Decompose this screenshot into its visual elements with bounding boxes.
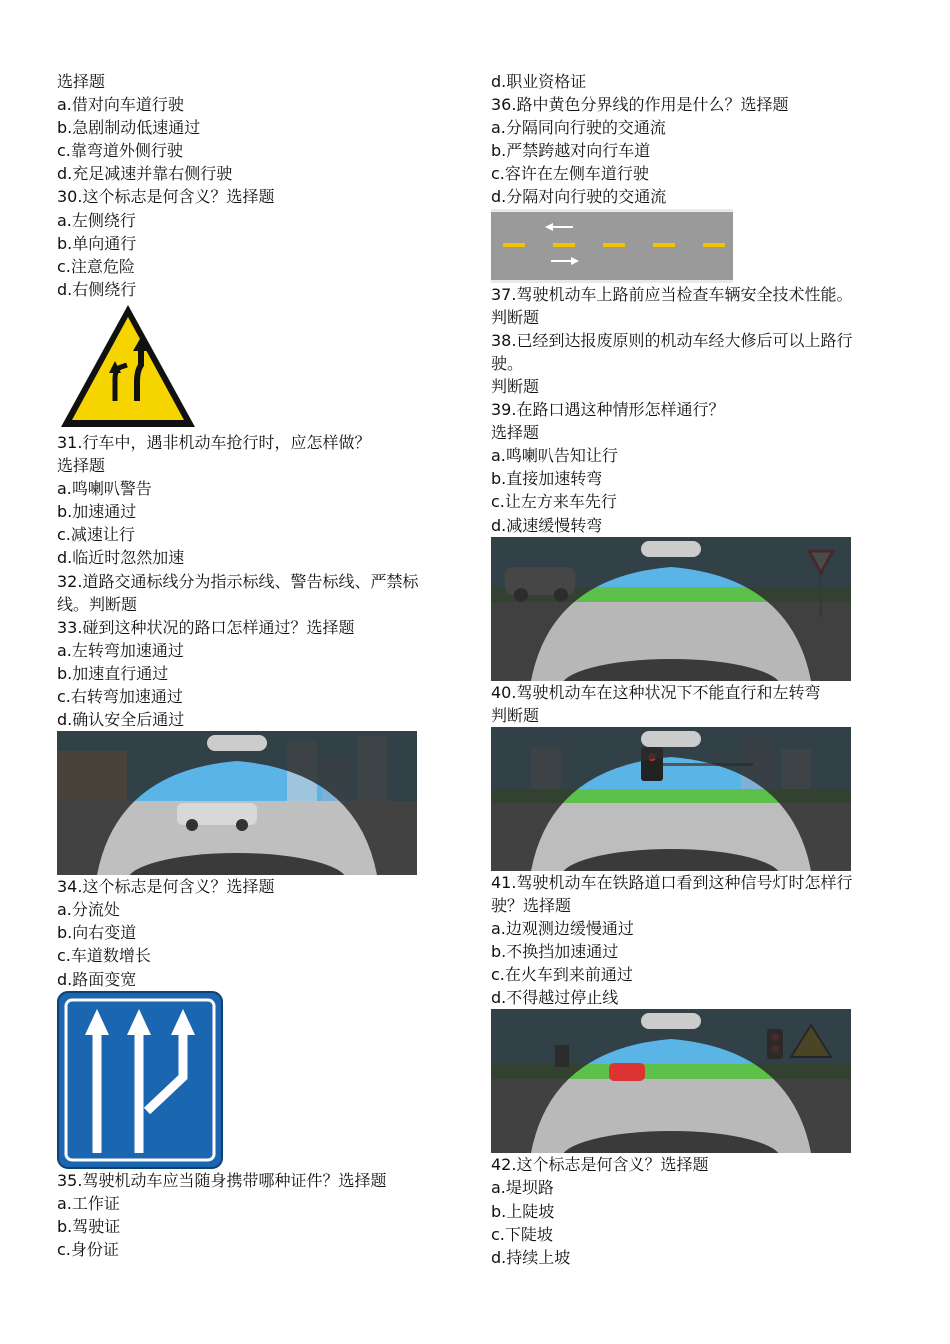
text-line: 40.驾驶机动车在这种状况下不能直行和左转弯 — [491, 682, 821, 702]
text-line: 选择题 — [57, 72, 106, 91]
text-line: 判断题 — [491, 705, 540, 725]
text-line: 驶？选择题 — [491, 895, 572, 915]
text-line: 线。判断题 — [57, 594, 138, 614]
text-line: b.严禁跨越对向行车道 — [491, 141, 651, 161]
text-line: c.容许在左侧车道行驶 — [491, 164, 649, 184]
left-lines-a — [57, 70, 467, 301]
text-line: a.鸣喇叭警告 — [57, 479, 152, 499]
text-line: d.减速缓慢转弯 — [491, 515, 603, 535]
text-line: a.工作证 — [57, 1193, 120, 1213]
right-lines-d — [491, 871, 901, 1010]
yield-intersection-image — [491, 537, 851, 681]
text-line: a.分流处 — [57, 900, 120, 920]
text-line: c.让左方来车先行 — [491, 492, 617, 512]
text-line: a.分隔同向行驶的交通流 — [491, 118, 666, 138]
left-lines-c — [57, 875, 467, 990]
text-line: c.减速让行 — [57, 525, 135, 545]
text-line: c.车道数增长 — [57, 946, 151, 966]
text-line: 37.驾驶机动车上路前应当检查车辆安全技术性能。 — [491, 284, 853, 304]
text-line: b.不换挡加速通过 — [491, 942, 619, 962]
text-line: b.单向通行 — [57, 233, 137, 253]
left-lines-d — [57, 1169, 467, 1261]
text-line: b.向右变道 — [57, 923, 137, 943]
text-line: 39.在路口遇这种情形怎样通行？ — [491, 400, 725, 420]
text-line: d.确认安全后通过 — [57, 710, 185, 730]
text-line: 选择题 — [57, 456, 106, 476]
text-line: 42.这个标志是何含义？选择题 — [491, 1155, 709, 1175]
warning-sign-image — [57, 301, 199, 431]
text-line: c.身份证 — [57, 1239, 119, 1259]
text-line: d.分隔对向行驶的交通流 — [491, 187, 667, 207]
text-line: 选择题 — [491, 423, 540, 443]
right-lines-a — [491, 70, 901, 209]
text-line: a.堤坝路 — [491, 1178, 554, 1198]
text-line: d.路面变宽 — [57, 969, 137, 989]
text-line: 33.碰到这种状况的路口怎样通过？选择题 — [57, 617, 355, 637]
text-line: b.上陡坡 — [491, 1201, 555, 1221]
text-line: a.左侧绕行 — [57, 210, 136, 230]
lane-sign-image — [57, 991, 223, 1169]
text-line: a.鸣喇叭告知让行 — [491, 446, 618, 466]
right-column — [491, 70, 901, 1269]
text-line: 驶。 — [491, 353, 524, 373]
road-marking-image — [491, 209, 733, 283]
text-line: a.左转弯加速通过 — [57, 640, 184, 660]
text-line: 41.驾驶机动车在铁路道口看到这种信号灯时怎样行 — [491, 872, 853, 892]
text-line: 34.这个标志是何含义？选择题 — [57, 877, 275, 897]
text-line: b.加速通过 — [57, 502, 137, 522]
text-line: b.直接加速转弯 — [491, 469, 603, 489]
text-line: 36.路中黄色分界线的作用是什么？选择题 — [491, 95, 789, 115]
intersection-scene-image — [57, 731, 417, 875]
text-line: c.下陡坡 — [491, 1224, 553, 1244]
right-lines-b — [491, 283, 901, 537]
text-line: 32.道路交通标线分为指示标线、警告标线、严禁标 — [57, 571, 419, 591]
text-line: d.持续上坡 — [491, 1247, 571, 1267]
text-line: 31.行车中，遇非机动车抢行时，应怎样做？ — [57, 432, 371, 452]
text-line: 判断题 — [491, 307, 540, 327]
text-line: b.急剧制动低速通过 — [57, 118, 201, 138]
text-line: b.加速直行通过 — [57, 663, 169, 683]
text-line: d.临近时忽然加速 — [57, 548, 185, 568]
text-line: c.注意危险 — [57, 256, 135, 276]
left-column — [57, 70, 467, 1261]
traffic-light-scene-image — [491, 727, 851, 871]
text-line: d.充足减速并靠右侧行驶 — [57, 164, 233, 184]
text-line: d.职业资格证 — [491, 72, 587, 91]
right-lines-c — [491, 681, 901, 727]
text-line: 38.已经到达报废原则的机动车经大修后可以上路行 — [491, 330, 853, 350]
left-lines-b — [57, 431, 467, 731]
text-line: a.借对向车道行驶 — [57, 95, 184, 115]
text-line: 30.这个标志是何含义？选择题 — [57, 187, 275, 207]
text-line: d.不得越过停止线 — [491, 988, 619, 1008]
text-line: 判断题 — [491, 376, 540, 396]
text-line: 35.驾驶机动车应当随身携带哪种证件？选择题 — [57, 1170, 387, 1190]
text-line: b.驾驶证 — [57, 1216, 121, 1236]
railway-crossing-image — [491, 1009, 851, 1153]
text-line: c.右转弯加速通过 — [57, 686, 183, 706]
text-line: c.在火车到来前通过 — [491, 965, 633, 985]
text-line: a.边观测边缓慢通过 — [491, 918, 634, 938]
text-line: d.右侧绕行 — [57, 279, 137, 299]
right-lines-e — [491, 1153, 901, 1268]
text-line: c.靠弯道外侧行驶 — [57, 141, 183, 161]
